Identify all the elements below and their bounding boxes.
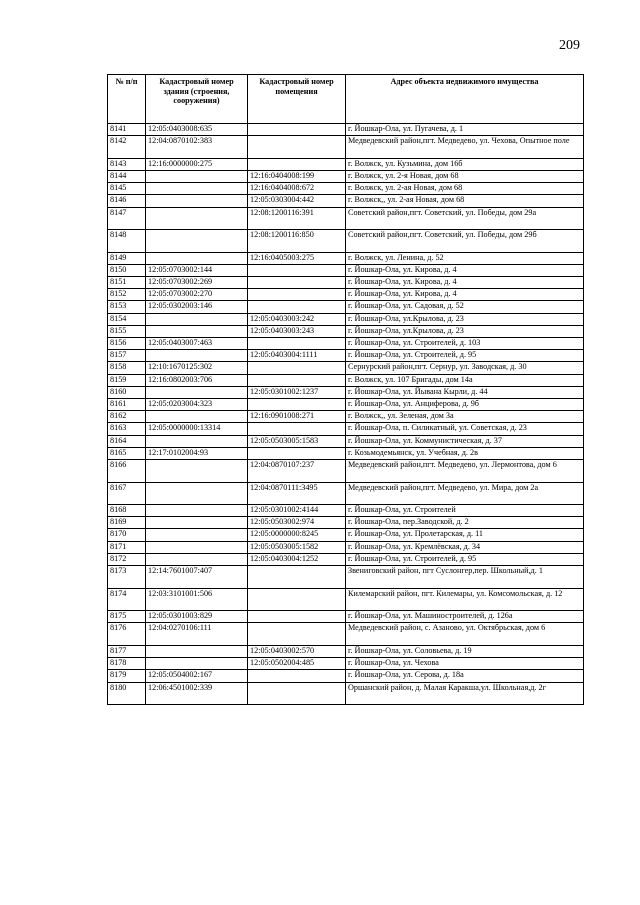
cell-premises-cadastral	[248, 423, 346, 435]
cell-number: 8170	[108, 529, 146, 541]
cell-address: г. Йошкар-Ола, пер.Заводской, д. 2	[346, 517, 584, 529]
table-row	[108, 423, 584, 435]
cell-building-cadastral: 12:14:7601007:407	[146, 566, 248, 589]
cell-number: 8157	[108, 350, 146, 362]
cell-address: г. Йошкар-Ола, ул. Кирова, д. 4	[346, 264, 584, 276]
table-row	[108, 362, 584, 374]
cell-address: г. Волжск, ул. 2-ая Новая, дом 68	[346, 183, 584, 195]
cell-address: г. Йошкар-Ола, ул. Кирова, д. 4	[346, 289, 584, 301]
cell-premises-cadastral	[248, 158, 346, 170]
cell-number: 8152	[108, 289, 146, 301]
table-row	[108, 230, 584, 253]
cell-building-cadastral: 12:10:1670125:302	[146, 362, 248, 374]
cell-number: 8142	[108, 136, 146, 159]
cell-address: г. Йошкар-Ола, ул. Коммунистическая, д. 37	[346, 435, 584, 447]
property-registry-table	[107, 74, 584, 705]
cell-premises-cadastral	[248, 124, 346, 136]
cell-building-cadastral: 12:05:0504002:167	[146, 670, 248, 682]
cell-premises-cadastral: 12:05:0403002:570	[248, 646, 346, 658]
cell-address: г. Йошкар-Ола, ул. Строителей, д. 95	[346, 553, 584, 565]
cell-building-cadastral	[146, 411, 248, 423]
cell-building-cadastral: 12:03:3101001:506	[146, 588, 248, 611]
cell-address: г. Козьмодемьянск, ул. Учебная, д. 2в	[346, 447, 584, 459]
cell-number: 8173	[108, 566, 146, 589]
cell-building-cadastral	[146, 207, 248, 230]
cell-number: 8160	[108, 386, 146, 398]
cell-number: 8149	[108, 252, 146, 264]
table-row	[108, 658, 584, 670]
cell-address: г. Йошкар-Ола, ул. Кирова, д. 4	[346, 277, 584, 289]
table-row	[108, 447, 584, 459]
cell-premises-cadastral	[248, 611, 346, 623]
cell-number: 8172	[108, 553, 146, 565]
cell-premises-cadastral	[248, 398, 346, 410]
cell-address: г. Йошкар-Ола, ул. Строителей	[346, 505, 584, 517]
cell-address: Звениговский район, пгт Суслонгер,пер. Школьный,д. 1	[346, 566, 584, 589]
table-row	[108, 374, 584, 386]
cell-address: г. Йошкар-Ола, ул. Соловьева, д. 19	[346, 646, 584, 658]
cell-number: 8155	[108, 325, 146, 337]
cell-number: 8166	[108, 459, 146, 482]
cell-building-cadastral	[146, 195, 248, 207]
table-row	[108, 459, 584, 482]
table-row	[108, 277, 584, 289]
cell-building-cadastral	[146, 313, 248, 325]
cell-premises-cadastral: 12:05:0503002:974	[248, 517, 346, 529]
header-premises-cadastral: Кадастровый номер помещения	[248, 75, 346, 124]
cell-address: Сернурский район,пгт. Сернур, ул. Заводская, д. 30	[346, 362, 584, 374]
cell-premises-cadastral: 12:05:0000000:8245	[248, 529, 346, 541]
cell-building-cadastral	[146, 325, 248, 337]
cell-premises-cadastral	[248, 338, 346, 350]
cell-premises-cadastral	[248, 682, 346, 705]
cell-premises-cadastral: 12:05:0303004:442	[248, 195, 346, 207]
cell-number: 8179	[108, 670, 146, 682]
cell-number: 8163	[108, 423, 146, 435]
table-row	[108, 529, 584, 541]
cell-premises-cadastral	[248, 447, 346, 459]
page-number: 209	[559, 38, 580, 53]
cell-building-cadastral	[146, 553, 248, 565]
cell-address: Советский район,пгт. Советский, ул. Победы, дом 29а	[346, 207, 584, 230]
cell-building-cadastral: 12:05:0203004:323	[146, 398, 248, 410]
table-row	[108, 435, 584, 447]
cell-number: 8168	[108, 505, 146, 517]
table-row	[108, 301, 584, 313]
cell-address: г. Йошкар-Ола, ул. Машиностроителей, д. 126а	[346, 611, 584, 623]
table-row	[108, 623, 584, 646]
cell-number: 8148	[108, 230, 146, 253]
cell-number: 8169	[108, 517, 146, 529]
cell-address: Советский район,пгт. Советский, ул. Победы, дом 29б	[346, 230, 584, 253]
table-row	[108, 252, 584, 264]
cell-number: 8162	[108, 411, 146, 423]
cell-address: г. Волжск, ул. Ленина, д. 52	[346, 252, 584, 264]
cell-building-cadastral: 12:16:0000000:275	[146, 158, 248, 170]
cell-premises-cadastral: 12:04:0870111:3495	[248, 482, 346, 505]
table-row	[108, 611, 584, 623]
cell-building-cadastral	[146, 435, 248, 447]
table-body	[108, 124, 584, 705]
cell-address: Медведевский район,пгт. Медведево, ул. Лермонтова, дом 6	[346, 459, 584, 482]
cell-building-cadastral	[146, 517, 248, 529]
cell-address: г. Йошкар-Ола, ул. Строителей, д. 103	[346, 338, 584, 350]
cell-premises-cadastral: 12:05:0403003:242	[248, 313, 346, 325]
table-row	[108, 411, 584, 423]
cell-address: г. Волжск, ул. 2-я Новая, дом 68	[346, 170, 584, 182]
cell-number: 8176	[108, 623, 146, 646]
cell-number: 8161	[108, 398, 146, 410]
cell-address: Оршанский район, д. Малая Каракша,ул. Школьная,д. 2г	[346, 682, 584, 705]
cell-address: г. Волжск, ул. 107 Бригады, дом 14а	[346, 374, 584, 386]
table-row	[108, 313, 584, 325]
cell-premises-cadastral	[248, 264, 346, 276]
cell-number: 8174	[108, 588, 146, 611]
cell-premises-cadastral: 12:05:0301002:4144	[248, 505, 346, 517]
cell-address: г. Йошкар-Ола, ул. Кремлёвская, д. 34	[346, 541, 584, 553]
cell-address: г. Волжск,, ул. 2-ая Новая, дом 68	[346, 195, 584, 207]
cell-building-cadastral: 12:17:0102004:93	[146, 447, 248, 459]
table-row	[108, 482, 584, 505]
cell-premises-cadastral	[248, 362, 346, 374]
cell-premises-cadastral: 12:04:0870107:237	[248, 459, 346, 482]
cell-premises-cadastral: 12:08:1200116:850	[248, 230, 346, 253]
cell-address: г. Йошкар-Ола, ул.Крылова, д. 23	[346, 313, 584, 325]
cell-building-cadastral: 12:04:0270106:111	[146, 623, 248, 646]
cell-building-cadastral: 12:05:0403007:463	[146, 338, 248, 350]
cell-premises-cadastral	[248, 623, 346, 646]
cell-building-cadastral: 12:04:0870102:383	[146, 136, 248, 159]
cell-building-cadastral: 12:05:0000000:13314	[146, 423, 248, 435]
table-row	[108, 289, 584, 301]
cell-address: г. Йошкар-Ола, ул. Пугачева, д. 1	[346, 124, 584, 136]
cell-address: г. Волжск, ул. Кузьмина, дом 16б	[346, 158, 584, 170]
table-row	[108, 158, 584, 170]
table-row	[108, 386, 584, 398]
cell-address: г. Йошкар-Ола, ул. Анциферова, д. 9б	[346, 398, 584, 410]
cell-address: г. Йошкар-Ола, ул. Садовая, д. 52	[346, 301, 584, 313]
table-row	[108, 325, 584, 337]
cell-building-cadastral: 12:05:0703002:270	[146, 289, 248, 301]
cell-premises-cadastral: 12:08:1200116:391	[248, 207, 346, 230]
table-row	[108, 517, 584, 529]
cell-number: 8175	[108, 611, 146, 623]
cell-premises-cadastral	[248, 301, 346, 313]
cell-number: 8145	[108, 183, 146, 195]
cell-number: 8180	[108, 682, 146, 705]
cell-number: 8158	[108, 362, 146, 374]
table-row	[108, 505, 584, 517]
cell-address: Медведевский район,пгт. Медведево, ул. Мира, дом 2а	[346, 482, 584, 505]
cell-number: 8178	[108, 658, 146, 670]
cell-building-cadastral	[146, 350, 248, 362]
table-row	[108, 183, 584, 195]
cell-building-cadastral	[146, 541, 248, 553]
table-row	[108, 136, 584, 159]
cell-number: 8177	[108, 646, 146, 658]
cell-building-cadastral: 12:06:4501002:339	[146, 682, 248, 705]
table-row	[108, 566, 584, 589]
cell-address: г. Йошкар-Ола, ул. Пролетарская, д. 11	[346, 529, 584, 541]
table-row	[108, 195, 584, 207]
cell-number: 8146	[108, 195, 146, 207]
table-row	[108, 682, 584, 705]
cell-building-cadastral	[146, 252, 248, 264]
cell-number: 8150	[108, 264, 146, 276]
table-row	[108, 170, 584, 182]
cell-premises-cadastral: 12:05:0301002:1237	[248, 386, 346, 398]
cell-building-cadastral: 12:05:0703002:269	[146, 277, 248, 289]
cell-building-cadastral	[146, 658, 248, 670]
cell-premises-cadastral: 12:16:0901008:271	[248, 411, 346, 423]
table-row	[108, 350, 584, 362]
cell-number: 8143	[108, 158, 146, 170]
cell-building-cadastral	[146, 529, 248, 541]
cell-number: 8144	[108, 170, 146, 182]
cell-address: Медведевский район,пгт. Медведево, ул. Чехова, Опытное поле	[346, 136, 584, 159]
table-row	[108, 207, 584, 230]
cell-premises-cadastral: 12:16:0404008:672	[248, 183, 346, 195]
cell-number: 8159	[108, 374, 146, 386]
cell-premises-cadastral: 12:16:0404008:199	[248, 170, 346, 182]
cell-premises-cadastral: 12:05:0503005:1582	[248, 541, 346, 553]
cell-address: г. Йошкар-Ола, ул. Строителей, д. 95	[346, 350, 584, 362]
cell-number: 8151	[108, 277, 146, 289]
cell-premises-cadastral	[248, 289, 346, 301]
cell-address: г. Йошкар-Ола, ул. Чехова	[346, 658, 584, 670]
cell-address: г. Йошкар-Ола, ул.Крылова, д. 23	[346, 325, 584, 337]
cell-number: 8154	[108, 313, 146, 325]
table-row	[108, 553, 584, 565]
cell-premises-cadastral: 12:05:0403004:1111	[248, 350, 346, 362]
header-address: Адрес объекта недвижимого имущества	[346, 75, 584, 124]
cell-building-cadastral: 12:05:0302003:146	[146, 301, 248, 313]
cell-building-cadastral: 12:16:0802003:706	[146, 374, 248, 386]
table-row	[108, 588, 584, 611]
cell-number: 8141	[108, 124, 146, 136]
cell-building-cadastral: 12:05:0301003:829	[146, 611, 248, 623]
cell-premises-cadastral: 12:16:0405003:275	[248, 252, 346, 264]
table-row	[108, 541, 584, 553]
cell-premises-cadastral	[248, 670, 346, 682]
table-row	[108, 338, 584, 350]
header-building-cadastral: Кадастровый номер здания (строения, сооружения)	[146, 75, 248, 124]
cell-premises-cadastral	[248, 374, 346, 386]
table-header-row	[108, 75, 584, 124]
table-row	[108, 670, 584, 682]
cell-number: 8147	[108, 207, 146, 230]
table-row	[108, 398, 584, 410]
cell-address: г. Йошкар-Ола, ул. Йывана Кырли, д. 44	[346, 386, 584, 398]
cell-building-cadastral: 12:05:0703002:144	[146, 264, 248, 276]
cell-number: 8164	[108, 435, 146, 447]
table-row	[108, 124, 584, 136]
cell-address: Килемарский район, пгт. Килемары, ул. Комсомольская, д. 12	[346, 588, 584, 611]
header-number: № п/п	[108, 75, 146, 124]
cell-premises-cadastral: 12:05:0403003:243	[248, 325, 346, 337]
cell-number: 8171	[108, 541, 146, 553]
cell-building-cadastral	[146, 646, 248, 658]
cell-premises-cadastral	[248, 277, 346, 289]
cell-building-cadastral	[146, 183, 248, 195]
cell-address: г. Йошкар-Ола, п. Силикатный, ул. Советская, д. 23	[346, 423, 584, 435]
table-row	[108, 264, 584, 276]
cell-number: 8165	[108, 447, 146, 459]
cell-number: 8167	[108, 482, 146, 505]
cell-address: г. Йошкар-Ола, ул. Серова, д. 18а	[346, 670, 584, 682]
cell-premises-cadastral	[248, 136, 346, 159]
cell-building-cadastral: 12:05:0403008:635	[146, 124, 248, 136]
cell-building-cadastral	[146, 170, 248, 182]
table-row	[108, 646, 584, 658]
cell-building-cadastral	[146, 386, 248, 398]
cell-number: 8156	[108, 338, 146, 350]
cell-address: г. Волжск,, ул. Зеленая, дом 3а	[346, 411, 584, 423]
cell-address: Медведевский район, с. Азаново, ул. Октябрьская, дом 6	[346, 623, 584, 646]
cell-building-cadastral	[146, 505, 248, 517]
cell-premises-cadastral: 12:05:0502004:485	[248, 658, 346, 670]
cell-premises-cadastral	[248, 588, 346, 611]
cell-premises-cadastral: 12:05:0403004:1252	[248, 553, 346, 565]
cell-building-cadastral	[146, 482, 248, 505]
cell-premises-cadastral	[248, 566, 346, 589]
cell-building-cadastral	[146, 459, 248, 482]
cell-building-cadastral	[146, 230, 248, 253]
cell-number: 8153	[108, 301, 146, 313]
cell-premises-cadastral: 12:05:0503005:1583	[248, 435, 346, 447]
